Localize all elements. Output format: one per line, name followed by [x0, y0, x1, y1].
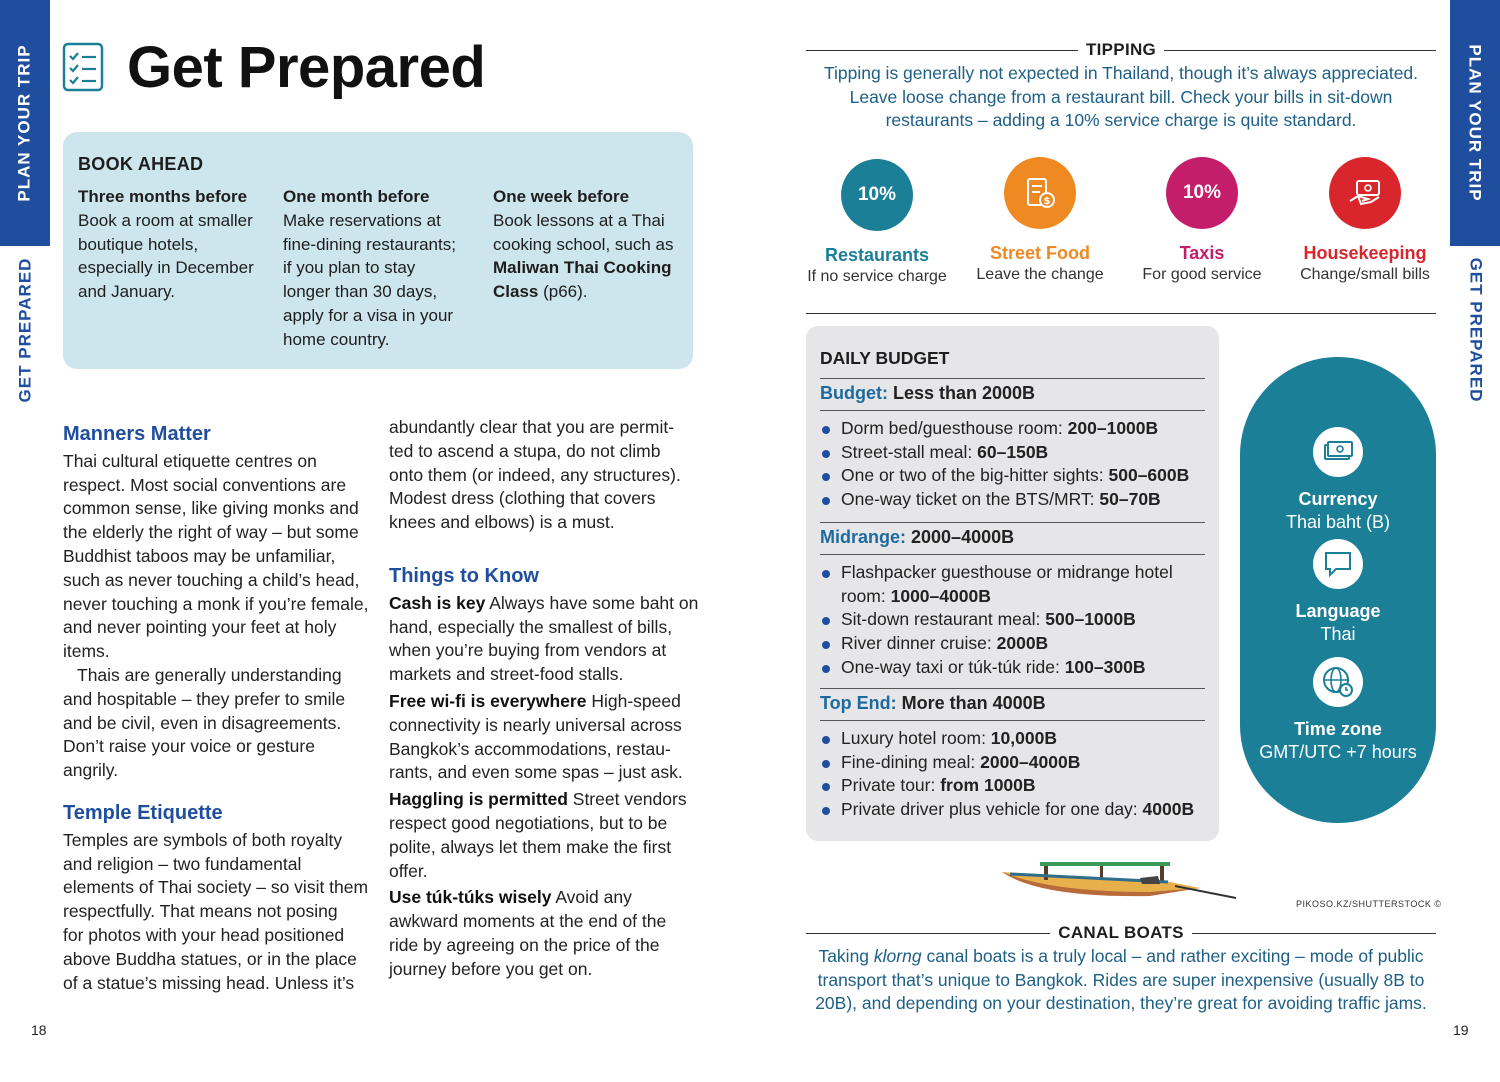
- text-line: above Buddha statues, or in the place: [63, 948, 357, 969]
- budget-range: More than 4000B: [896, 693, 1046, 713]
- book-ahead-box: [63, 132, 693, 369]
- text-line: Make reservations at: [283, 210, 441, 230]
- tip-paragraph: [389, 690, 699, 785]
- text-line: apply for a visa in your: [283, 305, 454, 325]
- daily-budget-box: [806, 326, 1219, 841]
- tip-label: Housekeeping: [1303, 243, 1427, 263]
- column-heading: One week before: [493, 187, 630, 206]
- fact-currency: [1240, 427, 1436, 533]
- text-line: journey before you get on.: [389, 958, 593, 979]
- tip-paragraph: [389, 592, 699, 687]
- percent-badge: [841, 159, 913, 231]
- text-line: such as never touching a child’s head,: [63, 569, 360, 590]
- side-tab-get-prepared-right: [1450, 250, 1500, 410]
- text-line: hand, especially the smallest of bills,: [389, 616, 673, 637]
- text-line: of a statue’s missing head. Unless it’s: [63, 972, 355, 993]
- tip-sub: For good service: [1142, 266, 1262, 283]
- side-tab-get-prepared-left: [0, 250, 50, 410]
- tip-housekeeping: [1290, 157, 1440, 284]
- manners-section: [63, 423, 373, 783]
- text-line: Leave loose change from a restaurant bill. Check your bills in sit-down: [849, 86, 1393, 107]
- daily-budget-heading: DAILY BUDGET: [820, 348, 950, 368]
- page-number-right: 19: [1453, 1022, 1469, 1038]
- text-line: fine-dining restaurants;: [283, 234, 456, 254]
- book-ahead-column: [78, 185, 278, 304]
- text-line: and never pointing your feet at holy: [63, 617, 337, 638]
- tip-paragraph: [389, 886, 699, 981]
- list-item: Fine-dining meal: 2000–4000B: [820, 751, 1205, 775]
- canal-boats-heading-rule: [806, 923, 1436, 943]
- tipping-heading-rule: [806, 40, 1436, 60]
- text-line: common sense, like giving monks and: [63, 498, 359, 519]
- fact-value: GMT/UTC +7 hours: [1259, 742, 1417, 762]
- text-line: Avoid any: [551, 887, 632, 908]
- text-line: connectivity is nearly universal across: [389, 714, 682, 735]
- text-line: for photos with your head positioned: [63, 924, 345, 945]
- tipping-heading: TIPPING: [1085, 40, 1157, 59]
- budget-tier: Top End:: [820, 693, 897, 713]
- text-line: High-speed: [586, 690, 681, 711]
- text-line: elements of Thai society – so visit them: [63, 877, 369, 898]
- text-line: longer than 30 days,: [283, 282, 438, 302]
- list-item: One-way ticket on the BTS/MRT: 50–70B: [820, 488, 1205, 512]
- text-line: Book a room at smaller: [78, 210, 253, 230]
- text-line: items.: [63, 641, 110, 662]
- text-line: offer.: [389, 860, 428, 881]
- school-name: Maliwan Thai Cooking: [493, 258, 672, 278]
- text-line: restaurants – adding a 10% service charge is quite standard.: [885, 110, 1357, 131]
- text-line: transport that’s unique to Bangkok. Rides are super inexpensive (usually 8B to: [817, 969, 1425, 990]
- tip-label: Taxis: [1179, 243, 1225, 263]
- text-line: [493, 280, 688, 304]
- text-line: Book lessons at a Thai: [493, 210, 665, 230]
- things-heading: Things to Know: [389, 565, 539, 587]
- fact-value: Thai baht (B): [1285, 512, 1391, 532]
- text-line: ride by agreeing on the price of the: [389, 934, 660, 955]
- hand-money-icon: [1329, 157, 1401, 229]
- side-tab-label: GET PREPARED: [1466, 257, 1485, 403]
- side-tab-plan-your-trip-right: [1450, 0, 1500, 246]
- temple-paragraph: [63, 829, 373, 996]
- tip-restaurants: [802, 159, 952, 286]
- text-line: 20B), and depending on your destination, they’re great for avoiding traffic jams.: [815, 993, 1427, 1014]
- side-tab-label: PLAN YOUR TRIP: [15, 44, 35, 202]
- photo-credit: PIKOSO.KZ/SHUTTERSTOCK ©: [1296, 899, 1442, 909]
- tip-street-food: [965, 157, 1115, 284]
- list-item: Private tour: from 1000B: [820, 774, 1205, 798]
- budget-range: 2000–4000B: [906, 527, 1015, 547]
- text-line: Taking klorng canal boats is a truly local – and rather exciting – mode of public: [818, 946, 1424, 966]
- tip-label: Restaurants: [824, 245, 930, 265]
- divider: [806, 313, 1436, 314]
- budget-section: [820, 522, 1205, 680]
- list-item: Sit-down restaurant meal: 500–1000B: [820, 608, 1205, 632]
- text-line: rants, and even some spas – just ask.: [389, 762, 683, 783]
- tip-label: Street Food: [989, 243, 1090, 263]
- tip-key: Cash is key: [389, 592, 486, 613]
- budget-tier: Budget:: [820, 383, 888, 403]
- text-line: cooking school, such as: [493, 234, 674, 254]
- text-line: markets and street-food stalls.: [389, 664, 624, 685]
- temple-heading: Temple Etiquette: [63, 802, 223, 824]
- text-line: never touching a monk if you’re female,: [63, 593, 369, 614]
- list-item: River dinner cruise: 2000B: [820, 632, 1205, 656]
- text-line: Thai cultural etiquette centres on: [63, 450, 317, 471]
- book-ahead-column: [493, 185, 688, 304]
- tipping-text: [806, 62, 1436, 133]
- text-line: when you’re buying from vendors at: [389, 640, 667, 661]
- text-line: respect good negotiations, but to be: [389, 812, 668, 833]
- text-line: especially in December: [78, 258, 254, 278]
- budget-section: [820, 688, 1205, 822]
- book-ahead-column: [283, 185, 483, 352]
- text-line: respectfully. That means not posing: [63, 901, 338, 922]
- receipt-coin-icon: [1004, 157, 1076, 229]
- text-line: knees and elbows) is a must.: [389, 512, 615, 533]
- text-line: Buddhist taboos may be unfamiliar,: [63, 545, 336, 566]
- canal-boat-photo: [1000, 858, 1240, 904]
- side-tab-label: PLAN YOUR TRIP: [1466, 44, 1486, 202]
- text-line: Bangkok’s accommodations, restau-: [389, 738, 671, 759]
- page-ref: (p66).: [538, 282, 588, 302]
- school-name: Class: [493, 282, 539, 302]
- manners-paragraph: [63, 450, 373, 664]
- text-line: respect. Most social conventions are: [63, 474, 347, 495]
- fact-value: Thai: [1320, 624, 1356, 644]
- svg-text:$: $: [1043, 196, 1051, 207]
- budget-tier: Midrange:: [820, 527, 907, 547]
- badge-text: 10%: [857, 184, 897, 205]
- fact-language: [1240, 539, 1436, 645]
- tip-sub: If no service charge: [807, 268, 947, 285]
- tip-sub: Change/small bills: [1300, 266, 1430, 283]
- banknote-icon: [1313, 427, 1363, 477]
- temple-continued: [389, 416, 699, 535]
- canal-boats-text: [806, 945, 1436, 1016]
- tip-key: Free wi-fi is everywhere: [389, 690, 587, 711]
- text-line: angrily.: [63, 760, 119, 781]
- column-heading: Three months before: [78, 187, 248, 206]
- book-ahead-heading: BOOK AHEAD: [78, 154, 204, 174]
- text-line: and be civil, even in disagreements.: [63, 712, 342, 733]
- page-title: Get Prepared: [127, 35, 486, 100]
- text-line: and January.: [78, 282, 176, 302]
- list-item: Street-stall meal: 60–150B: [820, 441, 1205, 465]
- list-item: Luxury hotel room: 10,000B: [820, 727, 1205, 751]
- text-line: home country.: [283, 329, 390, 349]
- text-line: ted to ascend a stupa, do not climb: [389, 440, 661, 461]
- fact-label: Language: [1295, 601, 1381, 621]
- text-line: Temples are symbols of both royalty: [63, 829, 343, 850]
- text-line: if you plan to stay: [283, 258, 416, 278]
- list-item: One-way taxi or túk-túk ride: 100–300B: [820, 656, 1205, 680]
- percent-badge: [1166, 157, 1238, 229]
- temple-section: [63, 802, 373, 995]
- tip-key: Haggling is permitted: [389, 789, 568, 810]
- column-heading: One month before: [283, 187, 430, 206]
- speech-bubble-icon: [1313, 539, 1363, 589]
- budget-section: [820, 378, 1205, 512]
- text-line: awkward moments at the end of the: [389, 911, 667, 932]
- fact-label: Currency: [1298, 489, 1378, 509]
- text-line: and hospitable – they prefer to smile: [63, 688, 346, 709]
- manners-paragraph: [63, 664, 373, 783]
- text-line: Always have some baht on: [485, 592, 699, 613]
- list-item: Dorm bed/guesthouse room: 200–1000B: [820, 417, 1205, 441]
- list-item: One or two of the big-hitter sights: 500–600B: [820, 464, 1205, 488]
- side-tab-plan-your-trip-left: [0, 0, 50, 246]
- tip-taxis: [1127, 157, 1277, 284]
- canal-boats-heading: CANAL BOATS: [1058, 923, 1184, 942]
- text-line: Street vendors: [567, 789, 687, 810]
- fact-time-zone: [1240, 657, 1436, 763]
- manners-heading: Manners Matter: [63, 423, 211, 445]
- globe-clock-icon: [1313, 657, 1363, 707]
- fact-label: Time zone: [1294, 719, 1382, 739]
- text-line: and religion – two fundamental: [63, 853, 302, 874]
- things-to-know-section: [389, 565, 699, 982]
- checklist-icon: [62, 42, 104, 92]
- text-line: onto them (or indeed, any structures).: [389, 464, 681, 485]
- tip-sub: Leave the change: [976, 266, 1104, 283]
- text-line: Don’t raise your voice or gesture: [63, 736, 315, 757]
- budget-range: Less than 2000B: [887, 383, 1036, 403]
- badge-text: 10%: [1182, 182, 1222, 203]
- tip-key: Use túk-túks wisely: [389, 887, 552, 908]
- text-line: Thais are generally understanding: [77, 664, 342, 685]
- text-line: Modest dress (clothing that covers: [389, 488, 656, 509]
- text-line: the elderly the right of way – but some: [63, 522, 359, 543]
- text-line: abundantly clear that you are permit-: [389, 417, 675, 437]
- tip-paragraph: [389, 788, 699, 883]
- text-line: Tipping is generally not expected in Thailand, though it’s always appreciated.: [823, 63, 1419, 83]
- side-tab-label: GET PREPARED: [15, 257, 34, 403]
- text-line: boutique hotels,: [78, 234, 199, 254]
- text-line: polite, always let them make the first: [389, 836, 672, 857]
- list-item: Flashpacker guesthouse or midrange hotel room: 1000–4000B: [820, 561, 1205, 608]
- list-item: Private driver plus vehicle for one day: 4000B: [820, 798, 1205, 822]
- page-number-left: 18: [31, 1022, 47, 1038]
- key-facts-pill: [1240, 357, 1436, 823]
